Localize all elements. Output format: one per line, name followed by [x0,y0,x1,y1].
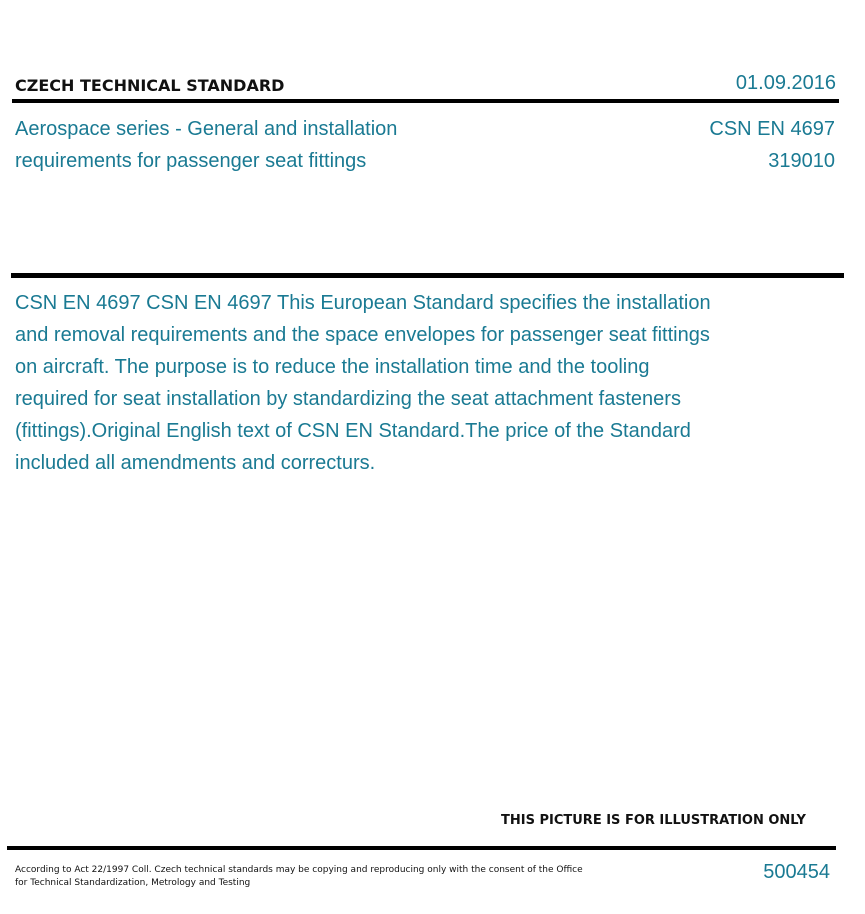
document-type-label: CZECH TECHNICAL STANDARD [15,76,285,95]
section-divider [11,273,844,278]
standard-title [15,113,475,177]
header-divider [12,99,839,103]
illustration-notice: THIS PICTURE IS FOR ILLUSTRATION ONLY [501,813,806,828]
class-number: 319010 [768,150,835,172]
legal-note: According to Act 22/1997 Coll. Czech technical standards may be copying and reproducing only with the consent of the Office for Technical Standardization, Metrology and Testing [15,865,583,888]
standard-code: CSN EN 4697 [709,118,835,140]
standard-title-line: Aerospace series - General and installation [15,118,398,140]
publication-date: 01.09.2016 [735,72,836,94]
standard-identifiers [709,113,835,177]
standard-title-line: requirements for passenger seat fittings [15,150,367,172]
standard-description: CSN EN 4697 CSN EN 4697 This European Standard specifies the installation and removal requirements and the space envelopes for passenger seat fittings on aircraft. The purpose is to reduce the installation time and the tooling required for seat installation by standardizing the seat attachment fasteners (fittings).Original English text of CSN EN Standard.The price of the Standard included all amendments and correcturs. [15,292,711,474]
catalog-number: 500454 [763,861,830,883]
footer-divider [7,846,836,850]
